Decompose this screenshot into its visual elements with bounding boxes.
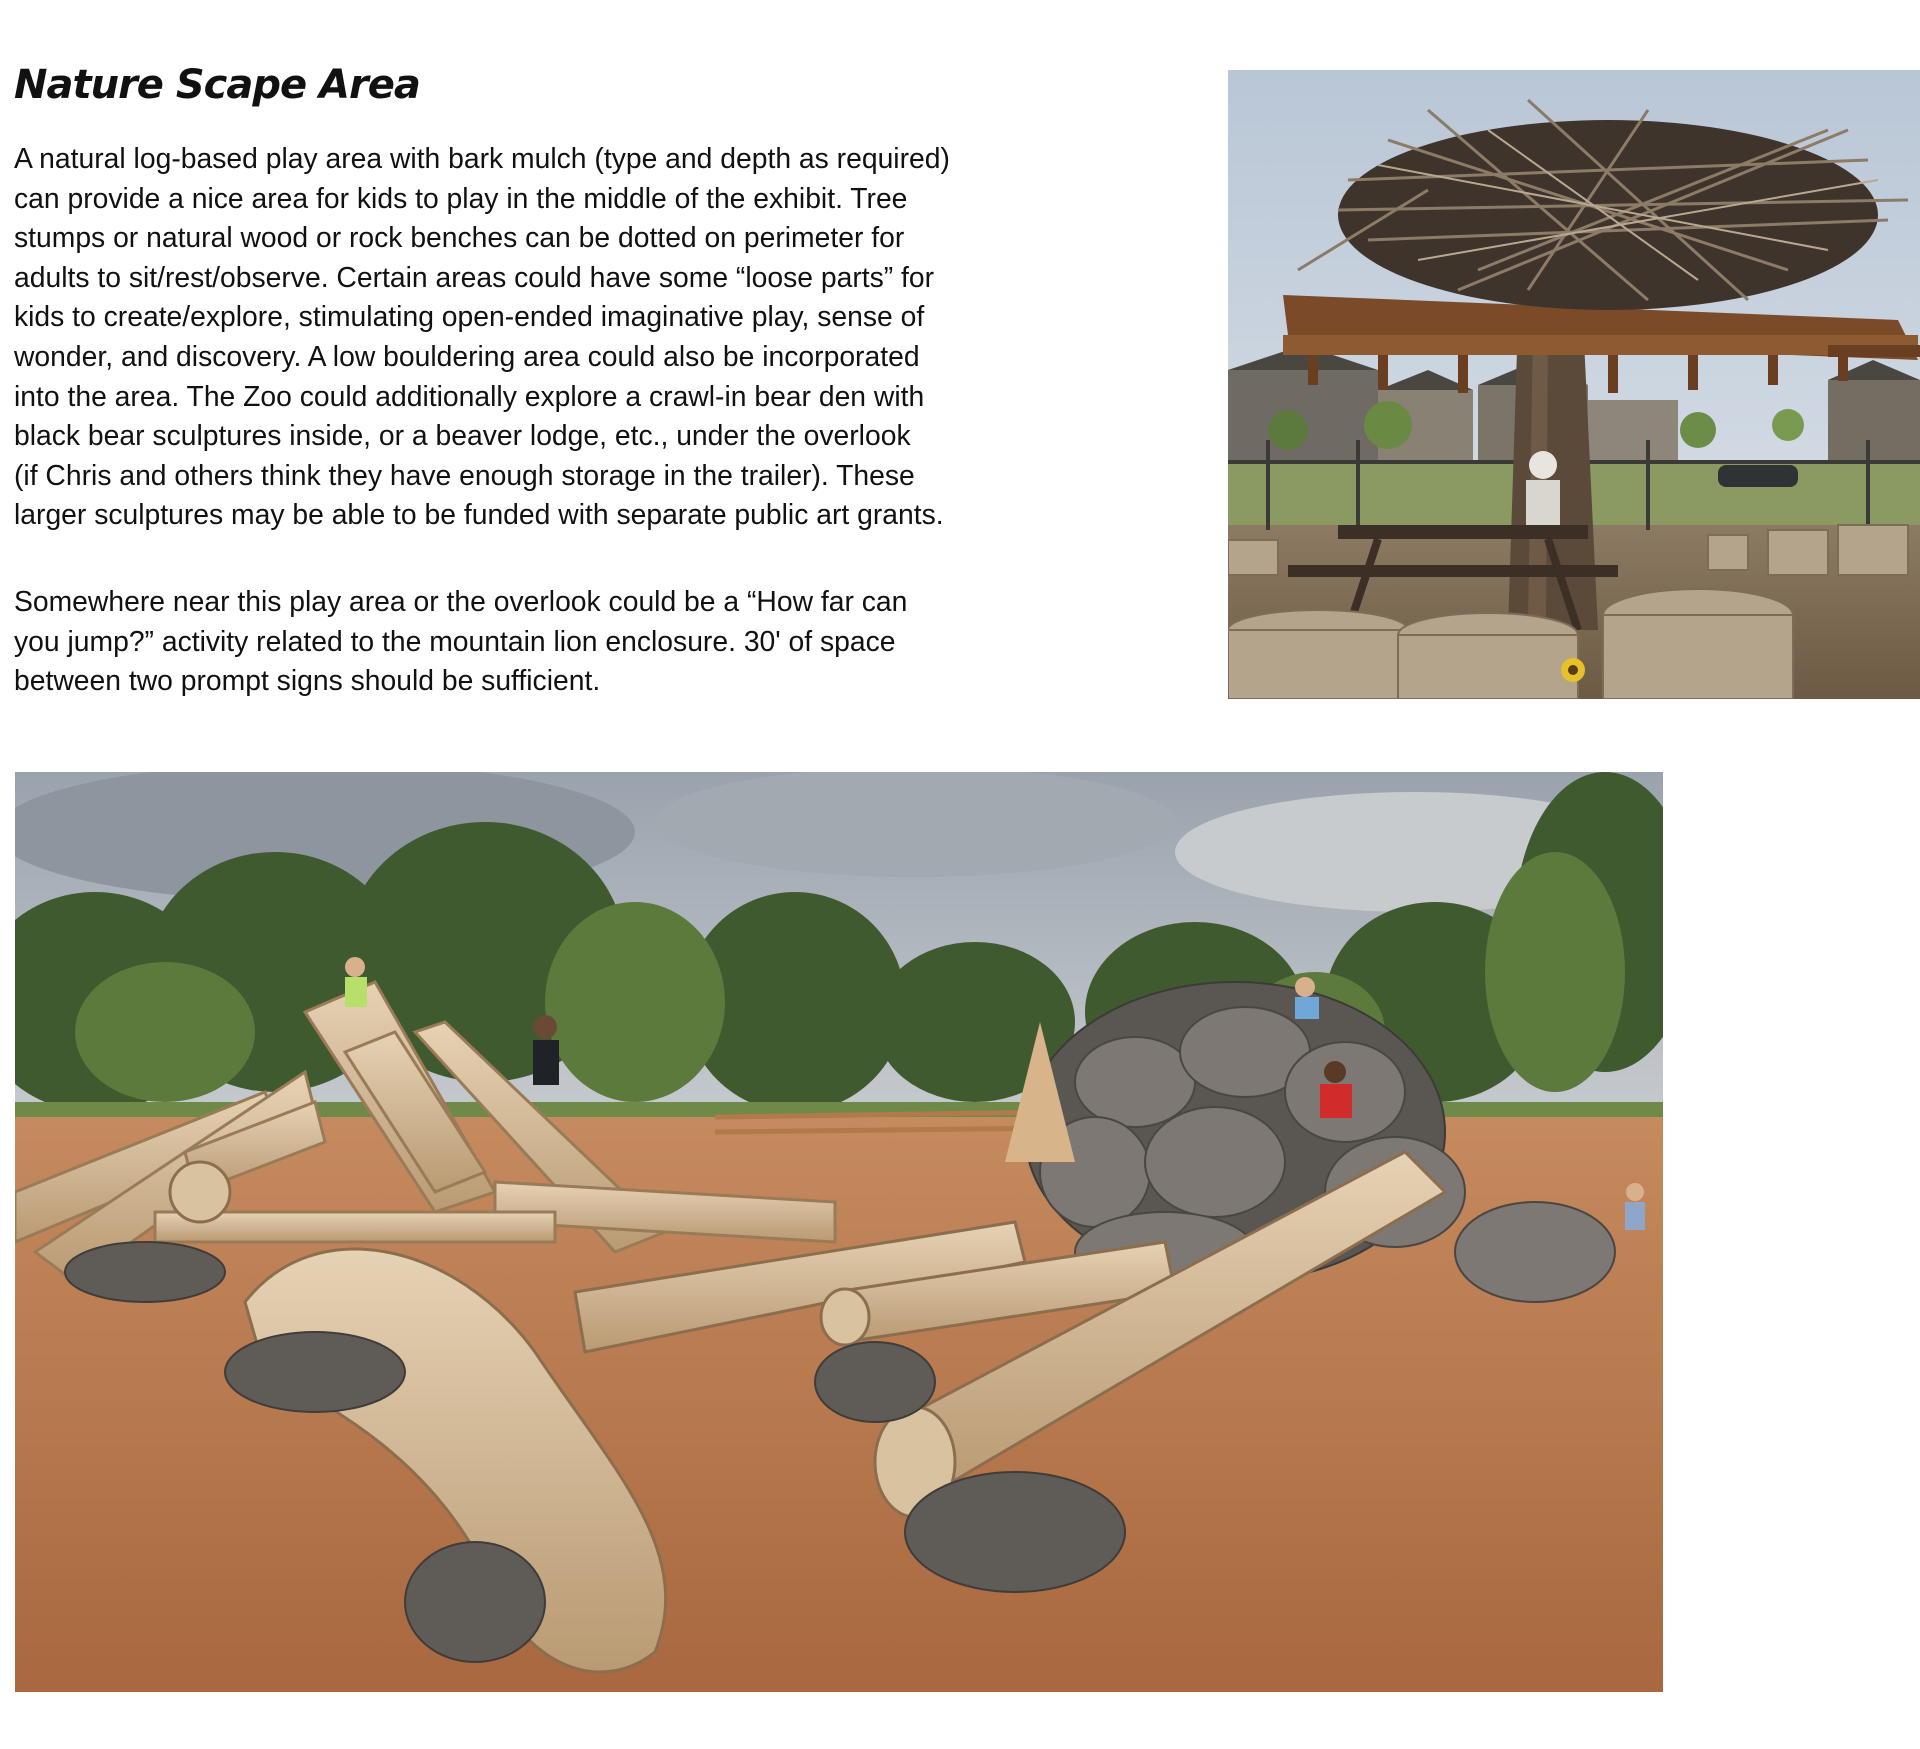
page-title: Nature Scape Area [14,62,420,108]
text-line: kids to create/explore, stimulating open-ended imaginative play, sense of [14,300,925,333]
text-line: A natural log-based play area with bark mulch (type and depth as required) [14,142,950,174]
body-paragraph-1 [14,139,950,535]
text-line: wonder, and discovery. A low bouldering area could also be incorporated [14,339,920,372]
text-line: black bear sculptures inside, or a beaver lodge, etc., under the overlook [14,419,911,452]
text-line: between two prompt signs should be sufficient. [14,664,601,697]
text-line: into the area. The Zoo could additionally explore a crawl-in bear den with [14,379,925,412]
log-play-area-photo [15,772,1663,1692]
text-line: Somewhere near this play area or the overlook could be a “How far can [14,585,908,617]
text-line: larger sculptures may be able to be funded with separate public art grants. [14,498,944,531]
text-line: adults to sit/rest/observe. Certain areas could have some “loose parts” for [14,260,935,293]
body-paragraph-2 [14,582,907,701]
text-line: (if Chris and others think they have enough storage in the trailer). These [14,458,915,491]
text-line: you jump?” activity related to the mountain lion enclosure. 30' of space [14,624,896,657]
text-line: can provide a nice area for kids to play in the middle of the exhibit. Tree [14,181,908,214]
text-line: stumps or natural wood or rock benches can be dotted on perimeter for [14,221,905,254]
treehouse-nest-photo [1228,70,1920,699]
